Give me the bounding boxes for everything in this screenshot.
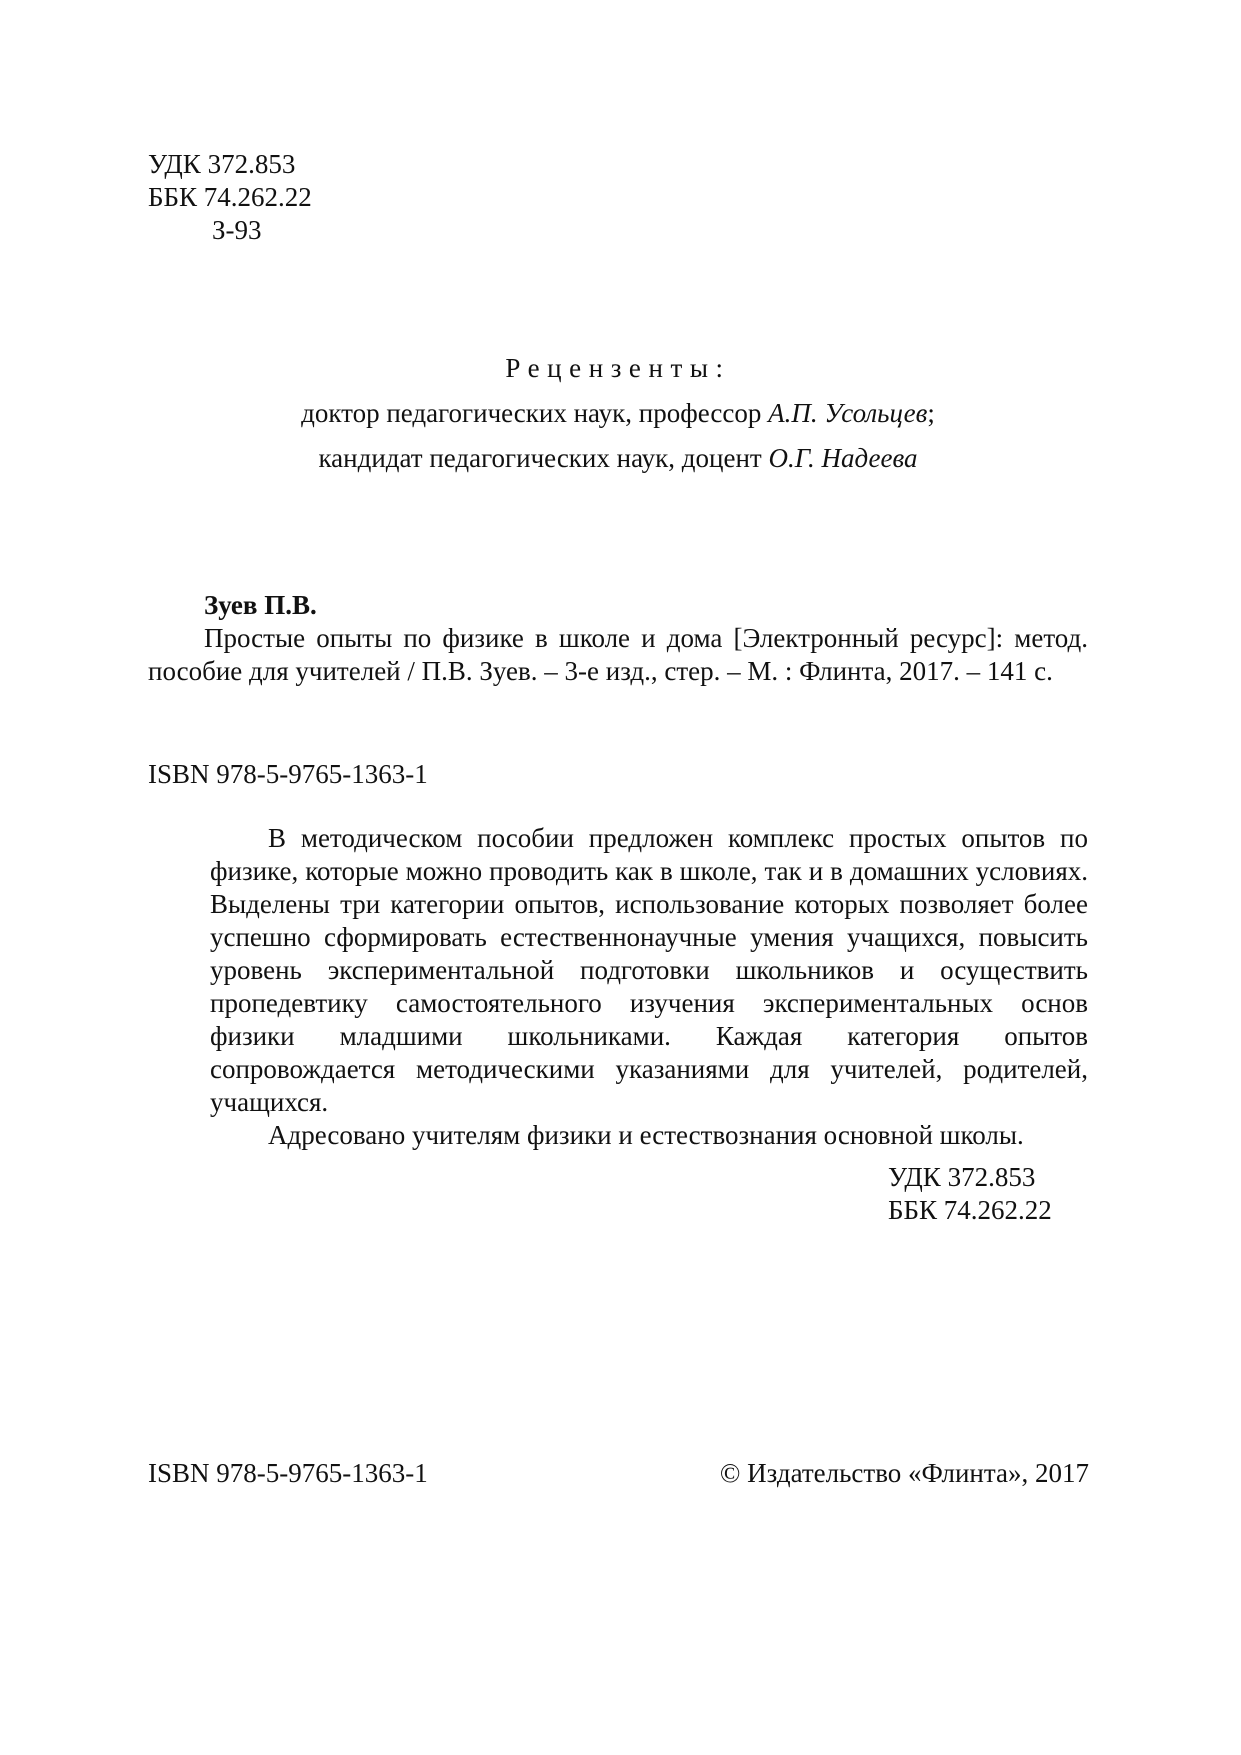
bbk-code: ББК 74.262.22 xyxy=(148,182,312,212)
reviewer-1-punct: ; xyxy=(927,398,935,428)
reviewers-heading: Рецензенты: xyxy=(505,353,731,383)
book-description: Простые опыты по физике в школе и дома [Электронный ресурс]: метод. пособие для учителей / П.В. Зуев. – 3-е изд., стер. – М. : Флинта, 2017. – 141 с. xyxy=(148,623,1088,686)
annotation-paragraph: В методическом пособии предложен комплекс простых опытов по физике, которые можно проводить как в школе, так и в домашних условиях. Выделены три категории опытов, использование которых позволяет более успешно сформировать естественнонаучные умения учащихся, повысить уровень экспериментальной подготовки школьников и осуществить пропедевтику самостоятельного изучения экспериментальных основ физики младшими школьниками. Каждая категория опытов сопровождается методическими указаниями для учителей, родителей, учащихся. xyxy=(210,823,1088,1117)
classification-codes xyxy=(148,148,548,247)
reviewer-1 xyxy=(148,397,1088,430)
reviewer-2-name: О.Г. Надеева xyxy=(768,443,918,473)
reviewer-2-title: кандидат педагогических наук, доцент xyxy=(318,443,769,473)
udk-code-right: УДК 372.853 xyxy=(888,1162,1036,1192)
footer-copyright: © Издательство «Флинта», 2017 xyxy=(719,1458,1089,1488)
isbn-line: ISBN 978-5-9765-1363-1 xyxy=(148,759,428,789)
classification-codes-right xyxy=(888,1161,1148,1227)
reviewers-section xyxy=(148,352,1088,487)
annotation-audience: Адресовано учителям физики и естествознания основной школы. xyxy=(268,1120,1024,1150)
book-author: Зуев П.В. xyxy=(204,590,317,620)
bibliographic-record xyxy=(148,589,1088,688)
bbk-code-right: ББК 74.262.22 xyxy=(888,1195,1052,1225)
reviewer-1-name: А.П. Усольцев xyxy=(768,398,928,428)
footer-isbn: ISBN 978-5-9765-1363-1 xyxy=(148,1458,428,1488)
reviewer-2 xyxy=(148,442,1088,475)
udk-code: УДК 372.853 xyxy=(148,149,296,179)
annotation xyxy=(210,822,1088,1152)
reviewer-1-title: доктор педагогических наук, профессор xyxy=(301,398,769,428)
author-sign: З-93 xyxy=(212,215,262,245)
